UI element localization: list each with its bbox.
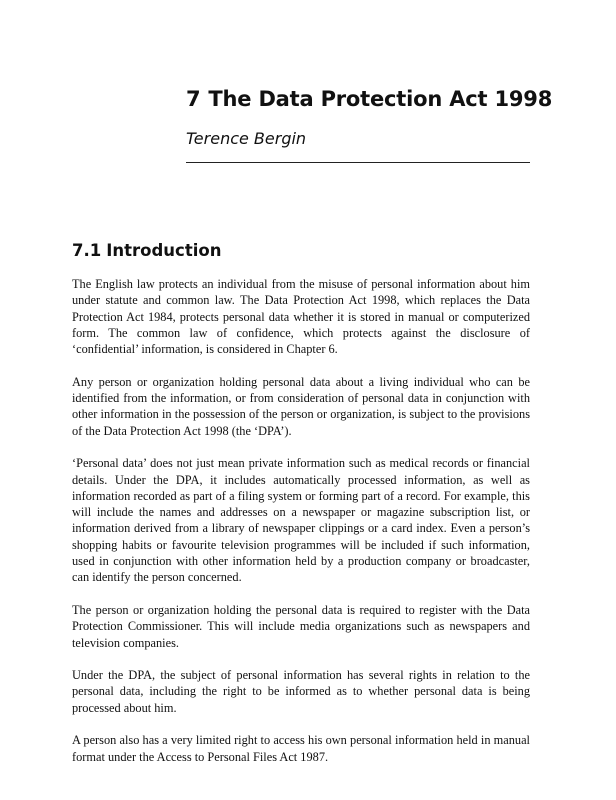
chapter-author: Terence Bergin [186,129,307,148]
chapter-title [186,86,553,112]
section-number: 7.1 [72,241,102,260]
paragraph: The person or organization holding the personal data is required to register with the Data Protection Commissioner. This will include media organizations such as newspapers and television companies. [72,602,530,650]
paragraph: A person also has a very limited right to access his own personal information held in manual format under the Access to Personal Files Act 1987. [72,733,530,764]
chapter-header [186,86,553,163]
paragraph: ‘Personal data’ does not just mean private information such as medical records or financial details. Under the DPA, it includes automatically processed information, as well as information recorded as part of a filing system or forming part of a record. For example, this will include the names and addresses on a newspaper or magazine subscription list, or information derived from a library of newspaper clippings or a card index. Even a person’s shopping habits or favourite television programmes will be included if such information, used in conjunction with other information held by a production company or broadcaster, can identify the person concerned. [72,456,530,585]
section-introduction [72,240,530,781]
section-heading-text: Introduction [106,241,222,260]
section-heading [72,240,530,262]
title-divider [186,162,530,163]
chapter-title-text: The Data Protection Act 1998 [208,87,553,111]
paragraph: Any person or organization holding personal data about a living individual who can be identified from the information, or from consideration of personal data in conjunction with other information in the possession of the person or organization, is subject to the provisions of the Data Protection Act 1998 (the ‘DPA’). [72,374,530,438]
paragraph: The English law protects an individual from the misuse of personal information about him under statute and common law. The Data Protection Act 1998, which replaces the Data Protection Act 1984, protects personal data whether it is stored in manual or computerized form. The common law of confidence, which protects against the disclosure of ‘confidential’ information, is considered in Chapter 6. [72,277,530,357]
chapter-number: 7 [186,87,201,111]
paragraph: Under the DPA, the subject of personal information has several rights in relation to the personal data, including the right to be informed as to whether personal data is being processed about him. [72,668,530,715]
